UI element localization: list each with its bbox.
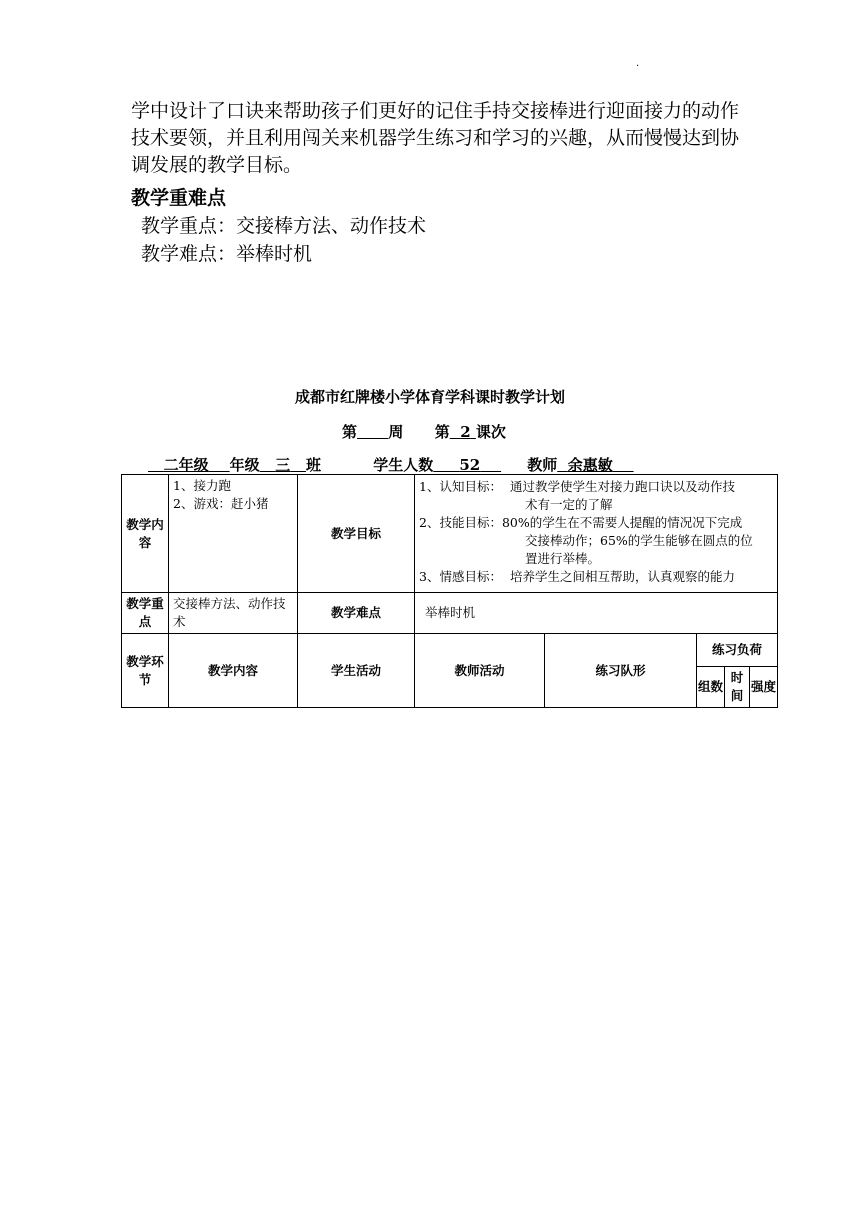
objective-line: 交接棒动作；65%的学生能够在圆点的位 <box>525 533 753 548</box>
key-value-cell: 交接棒方法、动作技术 <box>169 593 298 634</box>
class-info-line <box>148 454 634 475</box>
content-item: 1、接力跑 <box>173 478 231 493</box>
intro-paragraph: 学中设计了口诀来帮助孩子们更好的记住手持交接棒进行迎面接力的动作技术要领，并且利用闯关来机器学生练习和学习的兴趣，从而慢慢达到协调发展的教学目标。 <box>131 100 740 176</box>
page-dot: . <box>636 58 640 69</box>
teacher-value: 余惠敏 <box>567 456 613 474</box>
table-row <box>122 634 778 667</box>
students-value: 52 <box>459 456 481 474</box>
week-lesson-line <box>342 421 506 442</box>
col-intensity-header: 强度 <box>750 667 778 708</box>
key-label-cell: 教学重点 <box>122 593 169 634</box>
students-label: 学生人数 <box>373 456 434 474</box>
table-row <box>122 593 778 634</box>
col-time-header: 时间 <box>725 667 750 708</box>
difficult-value-cell: 举棒时机 <box>415 593 778 634</box>
objective-line: 1、认知目标： 通过教学使学生对接力跑口诀以及动作技 <box>419 479 735 494</box>
content-item: 2、游戏：赶小猪 <box>173 496 269 511</box>
plan-title: 成都市红牌楼小学体育学科课时教学计划 <box>294 388 565 406</box>
grade-label: 年级 <box>229 456 260 474</box>
objective-line: 3、情感目标： 培养学生之间相互帮助，认真观察的能力 <box>419 569 735 584</box>
content-label-cell: 教学内容 <box>122 475 169 593</box>
class-value: 三 <box>275 456 291 474</box>
objective-line: 术有一定的了解 <box>525 497 613 512</box>
difficult-label-cell: 教学难点 <box>298 593 415 634</box>
col-sets-header: 组数 <box>697 667 725 708</box>
key-point-line: 教学重点：交接棒方法、动作技术 <box>141 215 427 237</box>
col-student-header: 学生活动 <box>298 634 415 708</box>
lesson-plan-table <box>121 474 778 708</box>
col-load-header: 练习负荷 <box>697 634 778 667</box>
objective-label-cell: 教学目标 <box>298 475 415 593</box>
lesson-label: 第 <box>434 423 450 441</box>
teacher-label: 教师 <box>527 456 558 474</box>
col-content-header: 教学内容 <box>169 634 298 708</box>
lesson-value: 2 <box>460 423 471 441</box>
key-heading: 教学重难点 <box>131 187 227 209</box>
difficult-point-line: 教学难点：举棒时机 <box>141 243 313 265</box>
class-label: 班 <box>305 456 321 474</box>
week-value <box>357 423 388 441</box>
lesson-suffix: 课次 <box>475 423 506 441</box>
stage-label-cell: 教学环节 <box>122 634 169 708</box>
objective-line: 2、技能目标：80%的学生在不需要人提醒的情况况下完成 <box>419 515 743 530</box>
col-teacher-header: 教师活动 <box>415 634 545 708</box>
objectives-cell <box>415 475 778 593</box>
week-suffix: 周 <box>388 423 404 441</box>
content-items-cell <box>169 475 298 593</box>
col-formation-header: 练习队形 <box>545 634 697 708</box>
grade-value: 二年级 <box>163 456 209 474</box>
week-label: 第 <box>342 423 358 441</box>
objective-line: 置进行举棒。 <box>525 551 601 566</box>
table-row <box>122 475 778 593</box>
